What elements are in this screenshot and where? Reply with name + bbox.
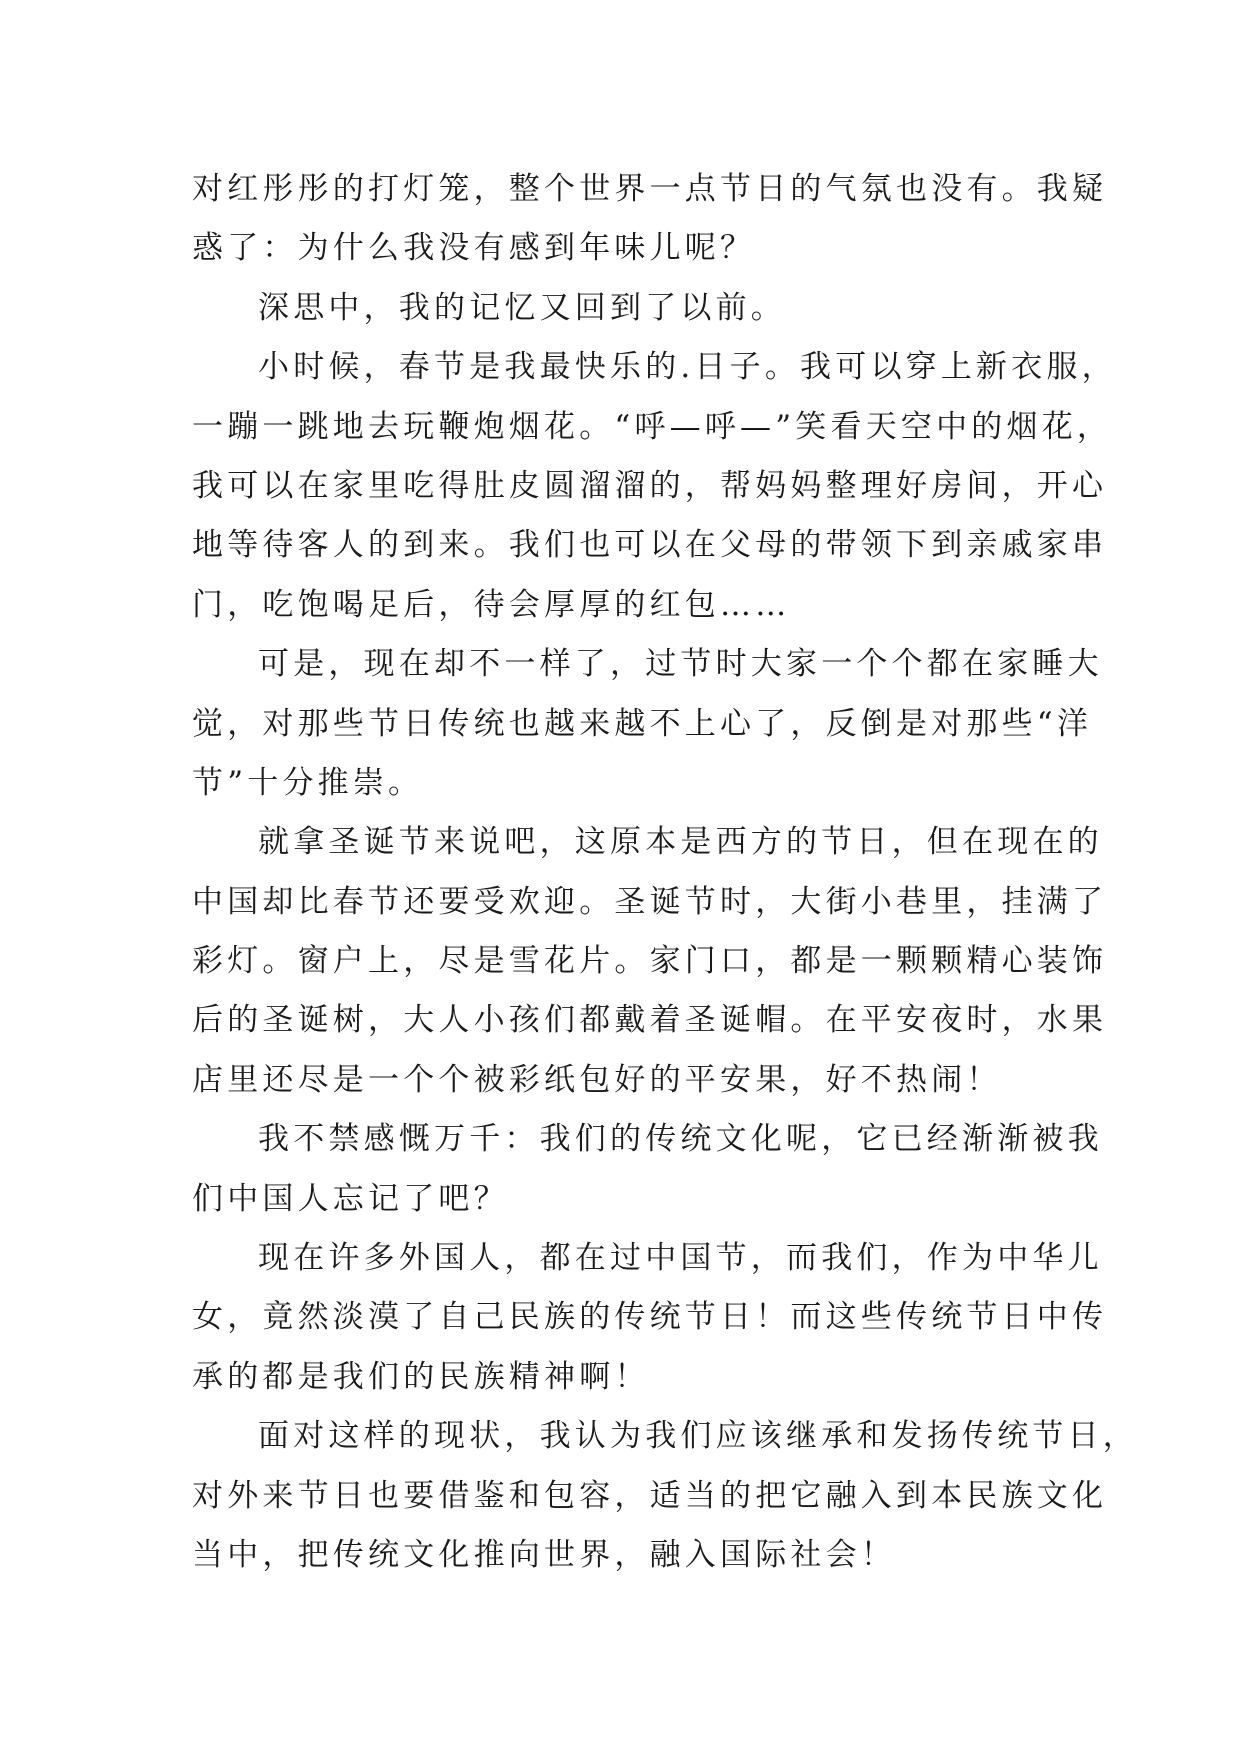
text-line: 觉，对那些节日传统也越来越不上心了，反倒是对那些“洋 bbox=[192, 705, 1093, 742]
text-line: 我可以在家里吃得肚皮圆溜溜的，帮妈妈整理好房间，开心 bbox=[192, 467, 1108, 504]
text-line: 现在许多外国人，都在过中国节，而我们，作为中华儿 bbox=[258, 1240, 1103, 1277]
text-line: 对外来节日也要借鉴和包容，适当的把它融入到本民族文化 bbox=[192, 1477, 1108, 1514]
essay-body bbox=[192, 160, 1138, 1585]
text-line: 我不禁感慨万千：我们的传统文化呢，它已经渐渐被我 bbox=[258, 1121, 1103, 1158]
text-line: 对红彤彤的打灯笼，整个世界一点节日的气氛也没有。我疑 bbox=[192, 171, 1108, 207]
text-line: 节”十分推崇。 bbox=[192, 764, 424, 801]
text-line: 店里还尽是一个个被彩纸包好的平安果，好不热闹！ bbox=[192, 1061, 1002, 1098]
text-line: 小时候，春节是我最快乐的.日子。我可以穿上新衣服， bbox=[258, 349, 1117, 386]
text-line: 地等待客人的到来。我们也可以在父母的带领下到亲戚家串 bbox=[192, 527, 1108, 564]
text-line: 深思中，我的记忆又回到了以前。 bbox=[258, 289, 786, 326]
text-line: 门，吃饱喝足后，待会厚厚的红包…… bbox=[192, 586, 791, 623]
text-line: 当中，把传统文化推向世界，融入国际社会！ bbox=[192, 1536, 896, 1573]
text-line: 可是，现在却不一样了，过节时大家一个个都在家睡大 bbox=[258, 646, 1103, 683]
text-line: 女，竟然淡漠了自己民族的传统节日！而这些传统节日中传 bbox=[192, 1299, 1108, 1336]
text-line: 彩灯。窗户上，尽是雪花片。家门口，都是一颗颗精心装饰 bbox=[192, 943, 1108, 980]
text-line: 就拿圣诞节来说吧，这原本是西方的节日，但在现在的 bbox=[258, 824, 1103, 861]
text-line: 惑了：为什么我没有感到年味儿呢？ bbox=[192, 230, 756, 267]
text-line: 后的圣诞树，大人小孩们都戴着圣诞帽。在平安夜时，水果 bbox=[192, 1002, 1108, 1039]
text-line: 面对这样的现状，我认为我们应该继承和发扬传统节日， bbox=[258, 1418, 1138, 1455]
text-line: 中国却比春节还要受欢迎。圣诞节时，大街小巷里，挂满了 bbox=[192, 883, 1108, 920]
text-line: 们中国人忘记了吧？ bbox=[192, 1180, 509, 1217]
text-line: 承的都是我们的民族精神啊！ bbox=[192, 1358, 650, 1395]
text-line: 一蹦一跳地去玩鞭炮烟花。“呼—呼—”笑看天空中的烟花， bbox=[192, 408, 1113, 445]
